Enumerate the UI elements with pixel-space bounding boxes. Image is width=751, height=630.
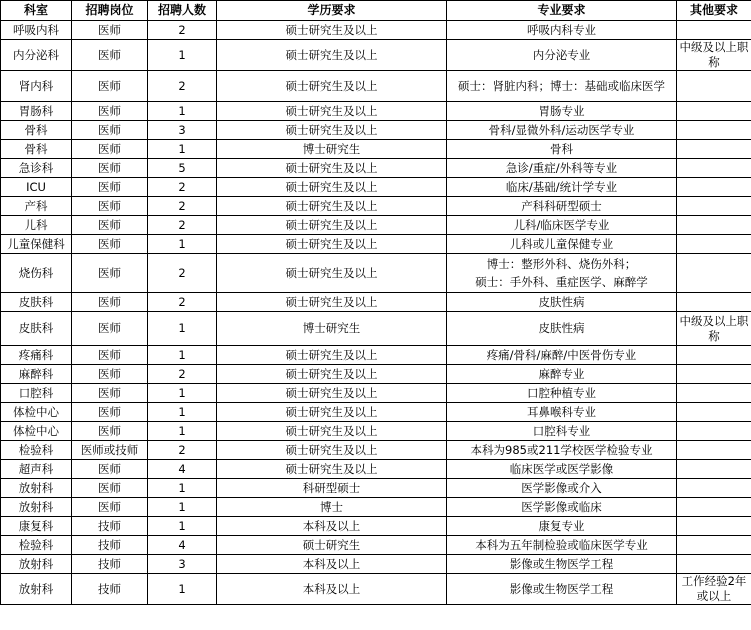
- cell-post: 医师: [72, 235, 148, 254]
- cell-count: 1: [148, 384, 217, 403]
- cell-dept: 放射科: [1, 574, 72, 605]
- cell-post: 医师: [72, 121, 148, 140]
- cell-education: 硕士研究生及以上: [217, 216, 447, 235]
- table-row: [1, 574, 751, 605]
- header-post: 招聘岗位: [72, 1, 148, 21]
- cell-education: 硕士研究生及以上: [217, 235, 447, 254]
- cell-major: [447, 254, 677, 293]
- cell-count: 4: [148, 460, 217, 479]
- cell-post: 医师: [72, 312, 148, 346]
- cell-dept: 麻醉科: [1, 365, 72, 384]
- table-row: [1, 384, 751, 403]
- cell-post: 医师: [72, 102, 148, 121]
- cell-post: 医师: [72, 178, 148, 197]
- table-row: [1, 422, 751, 441]
- cell-other: [677, 293, 751, 312]
- header-row: [1, 1, 751, 21]
- major-line: 博士：整形外科、烧伤外科；: [486, 257, 637, 271]
- cell-post: 医师: [72, 460, 148, 479]
- cell-other: 中级及以上职称: [677, 312, 751, 346]
- cell-other: [677, 365, 751, 384]
- cell-education: 硕士研究生及以上: [217, 159, 447, 178]
- table-row: [1, 498, 751, 517]
- cell-post: 技师: [72, 555, 148, 574]
- cell-education: 本科及以上: [217, 517, 447, 536]
- cell-other: [677, 21, 751, 40]
- table-row: [1, 536, 751, 555]
- cell-count: 2: [148, 254, 217, 293]
- cell-dept: 疼痛科: [1, 346, 72, 365]
- table-row: [1, 121, 751, 140]
- cell-dept: 体检中心: [1, 403, 72, 422]
- cell-major: 急诊/重症/外科等专业: [447, 159, 677, 178]
- cell-count: 1: [148, 346, 217, 365]
- table-row: [1, 365, 751, 384]
- header-dept: 科室: [1, 1, 72, 21]
- cell-count: 1: [148, 422, 217, 441]
- cell-dept: 肾内科: [1, 71, 72, 102]
- cell-count: 2: [148, 293, 217, 312]
- cell-post: 医师: [72, 403, 148, 422]
- cell-dept: 胃肠科: [1, 102, 72, 121]
- cell-education: 硕士研究生及以上: [217, 346, 447, 365]
- table-row: [1, 254, 751, 293]
- table-row: [1, 441, 751, 460]
- cell-education: 硕士研究生及以上: [217, 384, 447, 403]
- cell-major: 影像或生物医学工程: [447, 574, 677, 605]
- cell-major: 疼痛/骨科/麻醉/中医骨伤专业: [447, 346, 677, 365]
- cell-other: [677, 517, 751, 536]
- cell-major: 产科科研型硕士: [447, 197, 677, 216]
- cell-major: 骨科: [447, 140, 677, 159]
- cell-education: 硕士研究生及以上: [217, 422, 447, 441]
- cell-dept: 烧伤科: [1, 254, 72, 293]
- cell-major: 临床/基础/统计学专业: [447, 178, 677, 197]
- cell-post: 医师: [72, 40, 148, 71]
- header-education: 学历要求: [217, 1, 447, 21]
- cell-post: 医师: [72, 498, 148, 517]
- cell-other: [677, 159, 751, 178]
- cell-dept: 儿科: [1, 216, 72, 235]
- table-row: [1, 555, 751, 574]
- cell-other: [677, 178, 751, 197]
- cell-major: 口腔种植专业: [447, 384, 677, 403]
- cell-major: 儿科或儿童保健专业: [447, 235, 677, 254]
- cell-education: 硕士研究生及以上: [217, 460, 447, 479]
- cell-count: 1: [148, 140, 217, 159]
- cell-education: 硕士研究生及以上: [217, 254, 447, 293]
- cell-post: 医师: [72, 384, 148, 403]
- cell-education: 博士研究生: [217, 312, 447, 346]
- cell-count: 2: [148, 71, 217, 102]
- cell-count: 1: [148, 517, 217, 536]
- cell-other: [677, 235, 751, 254]
- cell-post: 医师: [72, 293, 148, 312]
- table-row: [1, 216, 751, 235]
- cell-other: [677, 254, 751, 293]
- cell-dept: 口腔科: [1, 384, 72, 403]
- cell-dept: 内分泌科: [1, 40, 72, 71]
- cell-count: 1: [148, 40, 217, 71]
- cell-post: 医师: [72, 254, 148, 293]
- table-row: [1, 293, 751, 312]
- header-major: 专业要求: [447, 1, 677, 21]
- cell-post: 医师: [72, 71, 148, 102]
- cell-dept: 放射科: [1, 479, 72, 498]
- cell-other: 工作经验2年或以上: [677, 574, 751, 605]
- cell-count: 2: [148, 21, 217, 40]
- major-line: 硕士：手外科、重症医学、麻醉学: [475, 275, 648, 289]
- table-row: [1, 346, 751, 365]
- cell-post: 医师: [72, 21, 148, 40]
- cell-major: 内分泌专业: [447, 40, 677, 71]
- cell-dept: 呼吸内科: [1, 21, 72, 40]
- cell-dept: 产科: [1, 197, 72, 216]
- cell-other: [677, 441, 751, 460]
- cell-major: 临床医学或医学影像: [447, 460, 677, 479]
- cell-education: 硕士研究生及以上: [217, 21, 447, 40]
- cell-major: 儿科/临床医学专业: [447, 216, 677, 235]
- cell-education: 本科及以上: [217, 574, 447, 605]
- cell-post: 医师: [72, 346, 148, 365]
- table-row: [1, 71, 751, 102]
- cell-count: 1: [148, 479, 217, 498]
- cell-major: 骨科/显微外科/运动医学专业: [447, 121, 677, 140]
- cell-education: 硕士研究生及以上: [217, 197, 447, 216]
- table-row: [1, 102, 751, 121]
- table-row: [1, 479, 751, 498]
- cell-major: 皮肤性病: [447, 293, 677, 312]
- cell-post: 医师或技师: [72, 441, 148, 460]
- header-other: 其他要求: [677, 1, 751, 21]
- cell-dept: ICU: [1, 178, 72, 197]
- cell-major: 胃肠专业: [447, 102, 677, 121]
- cell-education: 博士: [217, 498, 447, 517]
- cell-other: [677, 197, 751, 216]
- cell-major: 影像或生物医学工程: [447, 555, 677, 574]
- cell-major: 医学影像或介入: [447, 479, 677, 498]
- cell-other: [677, 536, 751, 555]
- cell-education: 硕士研究生及以上: [217, 71, 447, 102]
- cell-other: [677, 498, 751, 517]
- cell-dept: 骨科: [1, 121, 72, 140]
- table-row: [1, 178, 751, 197]
- cell-major: 口腔科专业: [447, 422, 677, 441]
- cell-other: [677, 479, 751, 498]
- cell-dept: 皮肤科: [1, 293, 72, 312]
- cell-dept: 放射科: [1, 498, 72, 517]
- cell-dept: 骨科: [1, 140, 72, 159]
- cell-other: [677, 346, 751, 365]
- cell-other: 中级及以上职称: [677, 40, 751, 71]
- cell-education: 硕士研究生及以上: [217, 365, 447, 384]
- cell-post: 技师: [72, 517, 148, 536]
- cell-count: 2: [148, 178, 217, 197]
- cell-education: 硕士研究生及以上: [217, 40, 447, 71]
- cell-other: [677, 216, 751, 235]
- cell-major: 本科为985或211学校医学检验专业: [447, 441, 677, 460]
- cell-major: 硕士：肾脏内科；博士：基础或临床医学: [447, 71, 677, 102]
- cell-post: 医师: [72, 365, 148, 384]
- cell-count: 1: [148, 403, 217, 422]
- cell-education: 科研型硕士: [217, 479, 447, 498]
- cell-other: [677, 384, 751, 403]
- cell-post: 技师: [72, 536, 148, 555]
- table-row: [1, 197, 751, 216]
- cell-education: 博士研究生: [217, 140, 447, 159]
- cell-count: 2: [148, 197, 217, 216]
- cell-other: [677, 121, 751, 140]
- cell-count: 2: [148, 216, 217, 235]
- cell-post: 医师: [72, 479, 148, 498]
- cell-major: 康复专业: [447, 517, 677, 536]
- cell-education: 硕士研究生: [217, 536, 447, 555]
- cell-education: 硕士研究生及以上: [217, 178, 447, 197]
- cell-education: 硕士研究生及以上: [217, 121, 447, 140]
- table-row: [1, 40, 751, 71]
- header-count: 招聘人数: [148, 1, 217, 21]
- cell-other: [677, 102, 751, 121]
- cell-other: [677, 555, 751, 574]
- table-row: [1, 21, 751, 40]
- cell-education: 硕士研究生及以上: [217, 441, 447, 460]
- cell-major: 本科为五年制检验或临床医学专业: [447, 536, 677, 555]
- cell-other: [677, 460, 751, 479]
- cell-post: 医师: [72, 159, 148, 178]
- table-row: [1, 140, 751, 159]
- cell-dept: 超声科: [1, 460, 72, 479]
- cell-count: 3: [148, 121, 217, 140]
- cell-major: 医学影像或临床: [447, 498, 677, 517]
- cell-post: 医师: [72, 197, 148, 216]
- cell-dept: 检验科: [1, 536, 72, 555]
- cell-dept: 康复科: [1, 517, 72, 536]
- cell-major: 耳鼻喉科专业: [447, 403, 677, 422]
- table-row: [1, 159, 751, 178]
- cell-major: 皮肤性病: [447, 312, 677, 346]
- cell-count: 1: [148, 312, 217, 346]
- cell-major: 麻醉专业: [447, 365, 677, 384]
- cell-post: 技师: [72, 574, 148, 605]
- cell-other: [677, 140, 751, 159]
- cell-education: 硕士研究生及以上: [217, 403, 447, 422]
- cell-other: [677, 422, 751, 441]
- cell-count: 4: [148, 536, 217, 555]
- cell-other: [677, 403, 751, 422]
- cell-dept: 体检中心: [1, 422, 72, 441]
- cell-count: 2: [148, 441, 217, 460]
- table-row: [1, 312, 751, 346]
- cell-major: 呼吸内科专业: [447, 21, 677, 40]
- cell-post: 医师: [72, 422, 148, 441]
- cell-count: 1: [148, 102, 217, 121]
- cell-education: 本科及以上: [217, 555, 447, 574]
- cell-count: 1: [148, 235, 217, 254]
- cell-count: 1: [148, 574, 217, 605]
- table-row: [1, 517, 751, 536]
- cell-education: 硕士研究生及以上: [217, 293, 447, 312]
- cell-dept: 儿童保健科: [1, 235, 72, 254]
- cell-count: 1: [148, 498, 217, 517]
- cell-dept: 检验科: [1, 441, 72, 460]
- cell-count: 2: [148, 365, 217, 384]
- cell-education: 硕士研究生及以上: [217, 102, 447, 121]
- table-row: [1, 235, 751, 254]
- cell-dept: 急诊科: [1, 159, 72, 178]
- cell-post: 医师: [72, 216, 148, 235]
- cell-dept: 皮肤科: [1, 312, 72, 346]
- cell-count: 3: [148, 555, 217, 574]
- cell-other: [677, 71, 751, 102]
- cell-dept: 放射科: [1, 555, 72, 574]
- cell-count: 5: [148, 159, 217, 178]
- cell-post: 医师: [72, 140, 148, 159]
- table-row: [1, 460, 751, 479]
- table-row: [1, 403, 751, 422]
